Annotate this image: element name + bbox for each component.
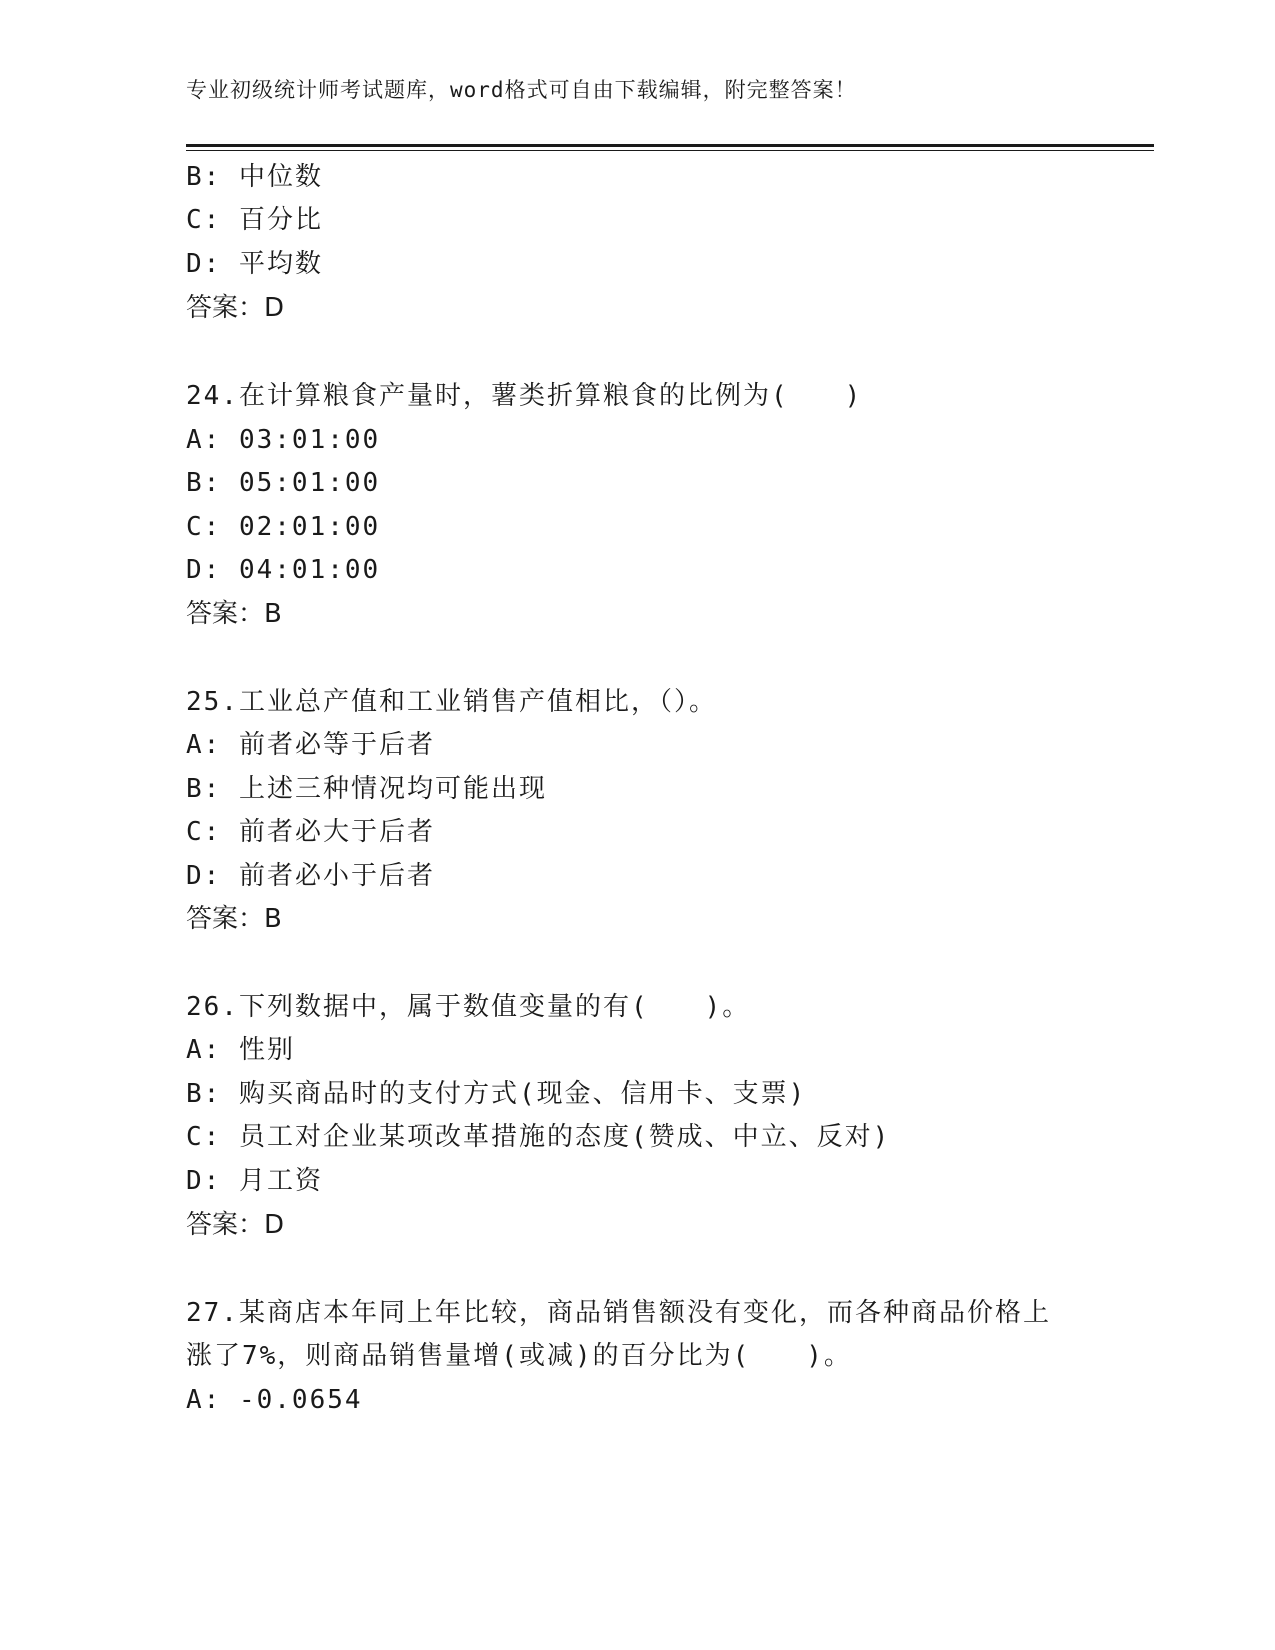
option-b: B: 中位数 <box>186 162 323 192</box>
question-27-line-1: 27.某商店本年同上年比较，商品销售额没有变化，而各种商品价格上 <box>186 1298 1051 1328</box>
q26-option-c: C: 员工对企业某项改革措施的态度(赞成、中立、反对) <box>186 1122 891 1152</box>
option-c: C: 百分比 <box>186 205 323 235</box>
q24-option-d: D: 04:01:00 <box>186 555 381 585</box>
q26-option-b: B: 购买商品时的支付方式(现金、信用卡、支票) <box>186 1079 807 1109</box>
q25-option-c: C: 前者必大于后者 <box>186 817 435 847</box>
q26-option-d: D: 月工资 <box>186 1166 323 1196</box>
q24-answer: 答案：B <box>186 599 282 629</box>
q25-option-a: A: 前者必等于后者 <box>186 730 435 760</box>
answer-line: 答案：D <box>186 293 285 323</box>
q25-answer: 答案：B <box>186 904 282 934</box>
q24-option-c: C: 02:01:00 <box>186 512 381 542</box>
header-rule-thick <box>186 144 1154 147</box>
q24-option-b: B: 05:01:00 <box>186 468 381 498</box>
question-24: 24.在计算粮食产量时，薯类折算粮食的比例为( ) <box>186 381 863 411</box>
question-27-line-2: 涨了7%，则商品销售量增(或减)的百分比为( )。 <box>186 1341 852 1371</box>
option-d: D: 平均数 <box>186 249 323 279</box>
q25-option-d: D: 前者必小于后者 <box>186 861 435 891</box>
q26-answer: 答案：D <box>186 1210 285 1240</box>
q26-option-a: A: 性别 <box>186 1035 295 1065</box>
q25-option-b: B: 上述三种情况均可能出现 <box>186 774 547 804</box>
question-26: 26.下列数据中，属于数值变量的有( )。 <box>186 992 751 1022</box>
question-25: 25.工业总产值和工业销售产值相比，（）。 <box>186 687 717 717</box>
q27-option-a: A: -0.0654 <box>186 1385 363 1415</box>
header-rule-thin <box>186 150 1154 151</box>
page-header: 专业初级统计师考试题库，word格式可自由下载编辑，附完整答案！ <box>186 78 857 102</box>
q24-option-a: A: 03:01:00 <box>186 425 381 455</box>
